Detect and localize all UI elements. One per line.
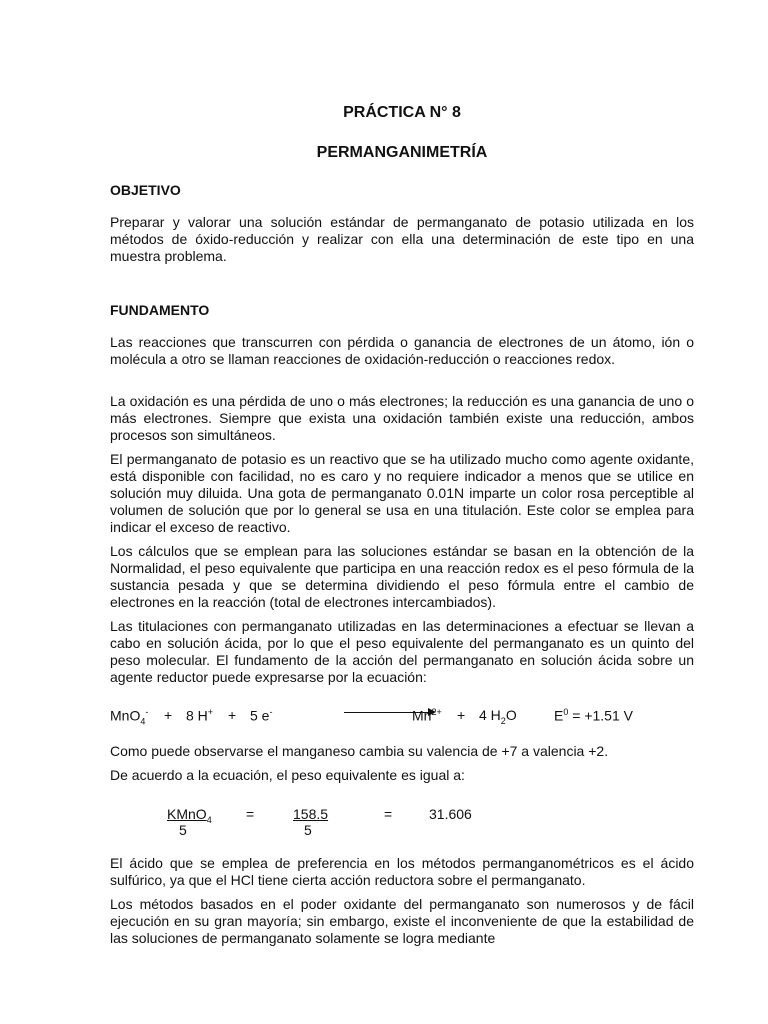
equation-plus: + <box>228 707 237 723</box>
valence-note: Como puede observarse el manganeso cambia su valencia de +7 a valencia +2. <box>110 743 609 759</box>
practice-title: PRÁCTICA N° 8 <box>343 104 461 121</box>
calc-numerator-kmno4: KMnO$_4$ <box>167 806 212 825</box>
calc-equals: = <box>384 806 393 822</box>
fundamento-paragraph-2: La oxidación es una pérdida de uno o más electrones; la reducción es una ganancia de uno o más electrones. Siempre que exista una oxidación también existe una reducción, ambos procesos son simultáneos. <box>110 393 694 443</box>
equation-reactant-electrons: 5 e- <box>250 707 273 724</box>
equation-product-mn: $Mn^{2+}$ <box>412 707 442 724</box>
calc-equals: = <box>246 806 255 822</box>
fundamento-paragraph-1: Las reacciones que transcurren con pérdida o ganancia de electrones de un átomo, ión o molécula a otro se llaman reacciones de oxidación-reducción o reacciones redox. <box>110 334 694 367</box>
equation-reactant-h: 8 H+ <box>186 707 214 724</box>
objetivo-paragraph: Preparar y valorar una solución estándar de permanganato de potasio utilizada en los métodos de óxido-reducción y realizar con ella una determinación de este tipo en una muestra problema. <box>110 214 694 264</box>
equation-reactant-mno4: MnO$_4$- <box>110 707 149 727</box>
closing-paragraph-2: Los métodos basados en el poder oxidante del permanganato son numerosos y de fácil ejecución en su gran mayoría; sin embargo, existe el inconveniente de que la estabilidad de las soluciones de permanganato solamente se logra mediante <box>110 896 694 946</box>
fundamento-heading: FUNDAMENTO <box>110 302 210 318</box>
objetivo-heading: OBJETIVO <box>110 182 181 198</box>
practice-subtitle: PERMANGANIMETRÍA <box>316 144 488 161</box>
calc-result: 31.606 <box>429 806 472 822</box>
fundamento-paragraph-5: Las titulaciones con permanganato utilizadas en las determinaciones a efectuar se llevan a cabo en solución ácida, por lo que el peso equivalente del permanganato es un quinto del peso molecular. El fundamento de la acción del permanganato en solución ácida sobre un agente reductor puede expresarse por la ecuación: <box>110 618 694 685</box>
closing-paragraph-1: El ácido que se emplea de preferencia en los métodos permanganométricos es el ácido sulfúrico, ya que el HCl tiene cierta acción reductora sobre el permanganato. <box>110 855 694 888</box>
equation-product-water: 4 $H_2O$ <box>479 707 517 726</box>
equation-plus: + <box>457 707 466 723</box>
calc-numerator-value: 158.5 <box>293 806 329 822</box>
equation-plus: + <box>164 707 173 723</box>
fundamento-paragraph-3: El permanganato de potasio es un reactivo que se ha utilizado mucho como agente oxidante, está disponible con facilidad, no es caro y no requiere indicador a menos que se utilice en solución muy diluida. Una gota de permanganato 0.01N imparte un color rosa perceptible al volumen de solución que por lo general se usa en una titulación. Este color se emplea para indicar el exceso de reactivo. <box>110 451 694 535</box>
equivalent-weight-intro: De acuerdo a la ecuación, el peso equivalente es igual a: <box>110 767 465 783</box>
calc-denominator: 5 <box>304 822 312 838</box>
calc-denominator: 5 <box>179 822 187 838</box>
equation-standard-potential: $E^0 = +1.51$ V <box>554 707 633 724</box>
fundamento-paragraph-4: Los cálculos que se emplean para las soluciones estándar se basan en la obtención de la Normalidad, el peso equivalente que participa en una reacción redox es el peso fórmula de la sustancia pesada y que se determina dividiendo el peso fórmula entre el cambio de electrones en la reacción (total de electrones intercambiados). <box>110 543 694 610</box>
